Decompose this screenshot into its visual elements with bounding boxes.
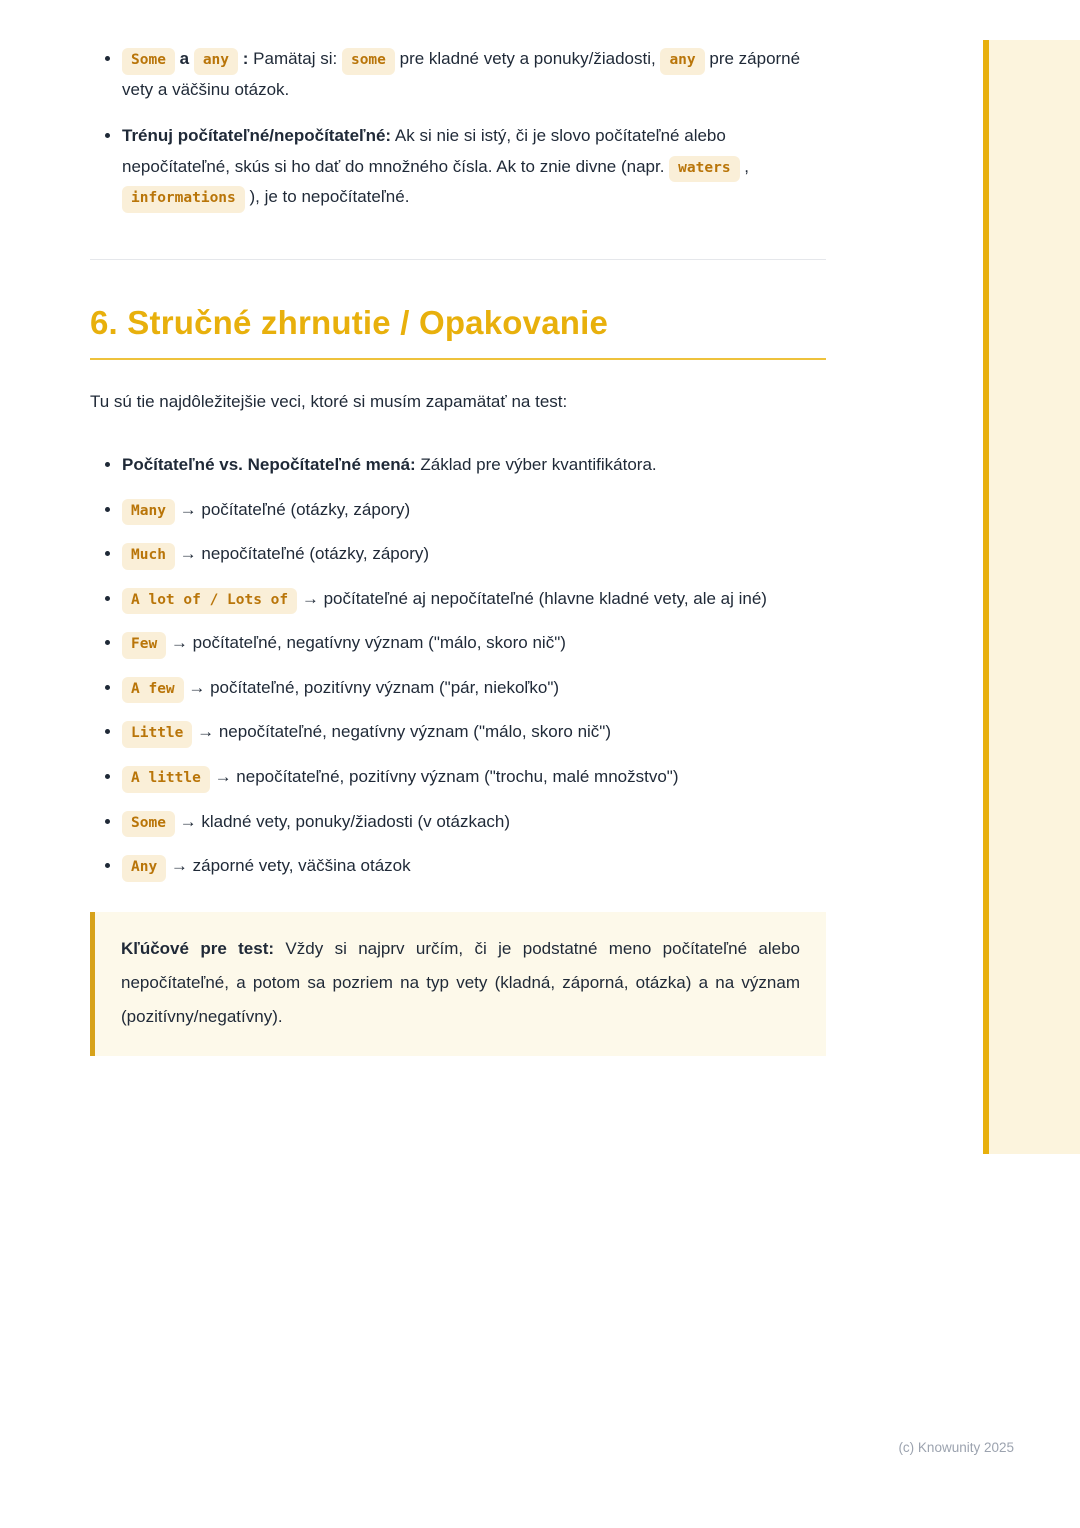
text-segment: → nepočítateľné (otázky, zápory)	[174, 544, 430, 564]
code-chip: Few	[122, 632, 166, 659]
code-chip: informations	[122, 186, 245, 213]
text-segment: → počítateľné aj nepočítateľné (hlavne kladné vety, ale aj iné)	[297, 588, 767, 608]
bold-text: :	[238, 49, 249, 68]
text-segment: → záporné vety, väčšina otázok	[166, 856, 411, 876]
text-segment: Základ pre výber kvantifikátora.	[415, 455, 657, 475]
tips-list	[90, 44, 826, 213]
list-item	[122, 121, 826, 213]
text-segment: ), je to nepočítateľné.	[244, 187, 410, 207]
text-segment: Ak si nie si istý, či je slovo počítateľné alebo nepočítateľné, skús si ho dať do množného čísla. Ak to znie divne (napr.	[122, 126, 726, 176]
text-segment: pre kladné vety a ponuky/žiadosti,	[394, 49, 661, 68]
code-chip: A few	[122, 677, 184, 704]
bold-text: Počítateľné vs. Nepočítateľné mená:	[122, 455, 416, 475]
decorative-right-panel	[983, 40, 1080, 1154]
section-heading: 6. Stručné zhrnutie / Opakovanie	[90, 304, 826, 360]
code-chip: Many	[122, 499, 175, 526]
text-segment: ,	[739, 156, 750, 176]
text-segment: Pamätaj si:	[248, 49, 342, 68]
list-item	[122, 672, 826, 704]
bold-text: Kľúčové pre test:	[121, 938, 275, 958]
code-chip: some	[342, 48, 395, 75]
text-segment: → počítateľné, pozitívny význam ("pár, niekoľko")	[183, 677, 560, 697]
list-item	[122, 806, 826, 838]
list-item	[122, 583, 826, 615]
list-item	[122, 716, 826, 748]
code-chip: Little	[122, 721, 192, 748]
copyright-footer: (c) Knowunity 2025	[898, 1440, 1014, 1455]
summary-list	[90, 449, 826, 882]
list-item	[122, 449, 826, 480]
list-item	[122, 761, 826, 793]
text-segment: → nepočítateľné, pozitívny význam ("trochu, malé množstvo")	[209, 766, 679, 786]
code-chip: A little	[122, 766, 210, 793]
code-chip: A lot of / Lots of	[122, 588, 297, 615]
list-item	[122, 627, 826, 659]
text-segment: Vždy si najprv určím, či je podstatné meno počítateľné alebo nepočítateľné, a potom sa pozriem na typ vety (kladná, záporná, otázka) a na význam (pozitívny/negatívny).	[121, 938, 800, 1026]
key-note-callout	[90, 912, 826, 1056]
code-chip: any	[194, 48, 238, 75]
list-item	[122, 538, 826, 570]
text-segment: → kladné vety, ponuky/žiadosti (v otázkach)	[174, 811, 511, 831]
text-segment: pre záporné vety a väčšinu otázok.	[122, 49, 801, 99]
code-chip: Some	[122, 811, 175, 838]
bold-text: a	[174, 49, 194, 68]
document-content	[90, 44, 826, 1056]
text-segment: → nepočítateľné, negatívny význam ("málo, skoro nič")	[192, 722, 611, 742]
text-segment: → počítateľné (otázky, zápory)	[174, 499, 411, 519]
code-chip: Some	[122, 48, 175, 75]
list-item	[122, 44, 826, 105]
section-divider	[90, 259, 826, 260]
code-chip: waters	[669, 156, 739, 183]
text-segment: → počítateľné, negatívny význam ("málo, skoro nič")	[166, 633, 566, 653]
list-item	[122, 494, 826, 526]
list-item	[122, 850, 826, 882]
code-chip: Much	[122, 543, 175, 570]
intro-paragraph: Tu sú tie najdôležitejšie veci, ktoré si musím zapamätať na test:	[90, 391, 568, 411]
code-chip: any	[660, 48, 704, 75]
code-chip: Any	[122, 855, 166, 882]
bold-text: Trénuj počítateľné/nepočítateľné:	[122, 126, 392, 146]
